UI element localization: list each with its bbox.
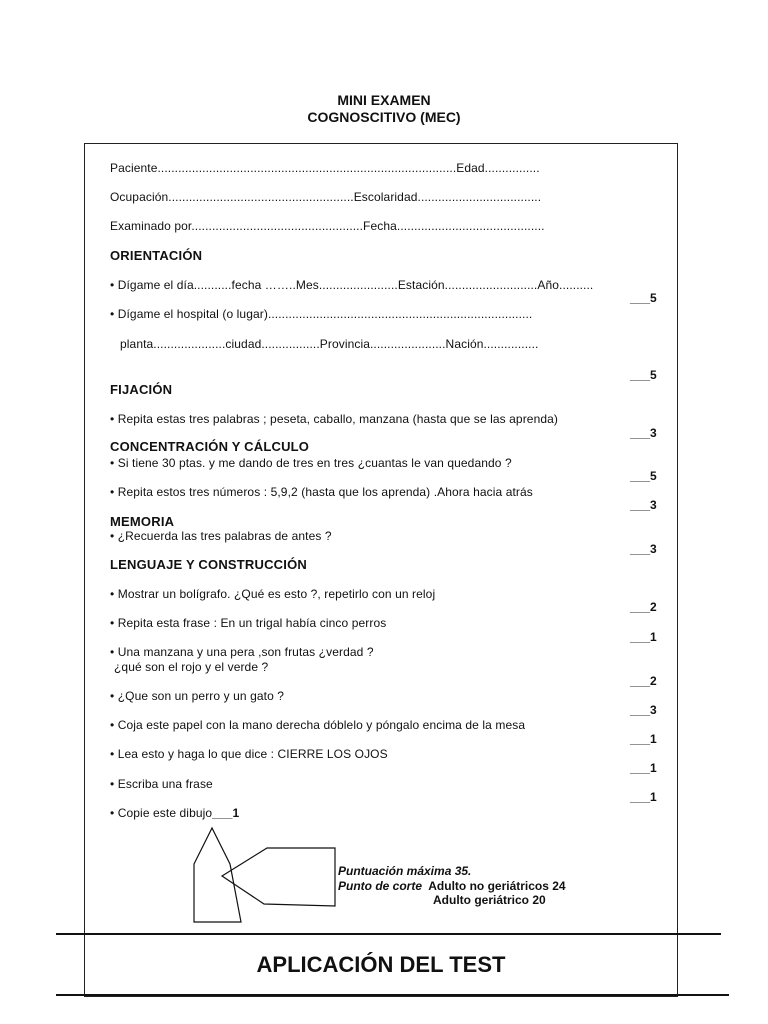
item-lenguaje-6: • Lea esto y haga lo que dice : CIERRE LOS OJOS — [110, 747, 388, 761]
score-lenguaje-1: ___2 — [630, 600, 657, 614]
score-lenguaje-4: ___3 — [630, 703, 657, 717]
score-lenguaje-3: ___2 — [630, 674, 657, 688]
item-memoria-1: • ¿Recuerda las tres palabras de antes ? — [110, 529, 332, 543]
score-orientacion-2: ___5 — [630, 368, 657, 382]
paciente-field: Paciente.......................................................................................Edad................ — [110, 161, 540, 175]
score-lenguaje-7: ___1 — [630, 790, 657, 804]
banner-top-rule — [56, 933, 721, 935]
item-fijacion-1: • Repita estas tres palabras ; peseta, caballo, manzana (hasta que se las aprenda) — [110, 412, 558, 426]
item-lenguaje-8 — [110, 806, 239, 820]
banner-bottom-rule — [56, 994, 729, 996]
score-concentracion-2: ___3 — [630, 498, 657, 512]
ocupacion-field: Ocupación......................................................Escolaridad.................................... — [110, 190, 542, 204]
puntuacion-maxima: Puntuación máxima 35. — [338, 864, 472, 878]
item-lenguaje-8-score: ___1 — [212, 806, 240, 820]
item-lenguaje-2: • Repita esta frase : En un trigal había cinco perros — [110, 616, 387, 630]
section-fijacion: FIJACIÓN — [110, 382, 173, 397]
corte-no-geriatricos: Adulto no geriátricos 24 — [428, 879, 566, 893]
item-lenguaje-1: • Mostrar un bolígrafo. ¿Qué es esto ?, repetirlo con un reloj — [110, 587, 436, 601]
score-lenguaje-6: ___1 — [630, 761, 657, 775]
score-lenguaje-5: ___1 — [630, 732, 657, 746]
examinado-field: Examinado por..................................................Fecha........................................... — [110, 219, 545, 233]
score-fijacion: ___3 — [630, 426, 657, 440]
score-memoria: ___3 — [630, 542, 657, 556]
item-lenguaje-8-label: • Copie este dibujo — [110, 806, 213, 820]
punto-de-corte-label: Punto de corte — [338, 879, 423, 893]
section-concentracion: CONCENTRACIÓN Y CÁLCULO — [110, 439, 310, 454]
title-line-1: MINI EXAMEN — [337, 92, 431, 108]
aplicacion-banner: APLICACIÓN DEL TEST — [256, 952, 506, 977]
item-concentracion-2: • Repita estos tres números : 5,9,2 (hasta que los aprenda) .Ahora hacia atrás — [110, 485, 533, 499]
score-orientacion-1: ___5 — [630, 291, 657, 305]
item-lenguaje-7: • Escriba una frase — [110, 777, 213, 791]
item-lenguaje-3a: • Una manzana y una pera ,son frutas ¿verdad ? — [110, 645, 374, 659]
section-memoria: MEMORIA — [110, 514, 175, 529]
section-orientacion: ORIENTACIÓN — [110, 248, 203, 263]
score-lenguaje-2: ___1 — [630, 630, 657, 644]
corte-geriatricos: Adulto geriátrico 20 — [433, 893, 546, 907]
title-line-2: COGNOSCITIVO (MEC) — [307, 109, 461, 125]
section-lenguaje: LENGUAJE Y CONSTRUCCIÓN — [110, 557, 307, 572]
score-concentracion-1: ___5 — [630, 469, 657, 483]
item-lenguaje-5: • Coja este papel con la mano derecha dóblelo y póngalo encima de la mesa — [110, 718, 526, 732]
intersecting-pentagons-icon — [188, 824, 340, 926]
punto-de-corte — [338, 879, 566, 893]
item-orientacion-2: • Dígame el hospital (o lugar)............................................................................. — [110, 307, 533, 321]
item-concentracion-1: • Si tiene 30 ptas. y me dando de tres en tres ¿cuantas le van quedando ? — [110, 456, 512, 470]
item-orientacion-3: planta.....................ciudad.................Provincia......................Nación................ — [120, 337, 539, 351]
item-orientacion-1: • Dígame el día...........fecha ……..Mes.......................Estación...........................Año.......... — [110, 278, 594, 292]
item-lenguaje-4: • ¿Que son un perro y un gato ? — [110, 689, 285, 703]
item-lenguaje-3b: ¿qué son el rojo y el verde ? — [114, 660, 269, 674]
